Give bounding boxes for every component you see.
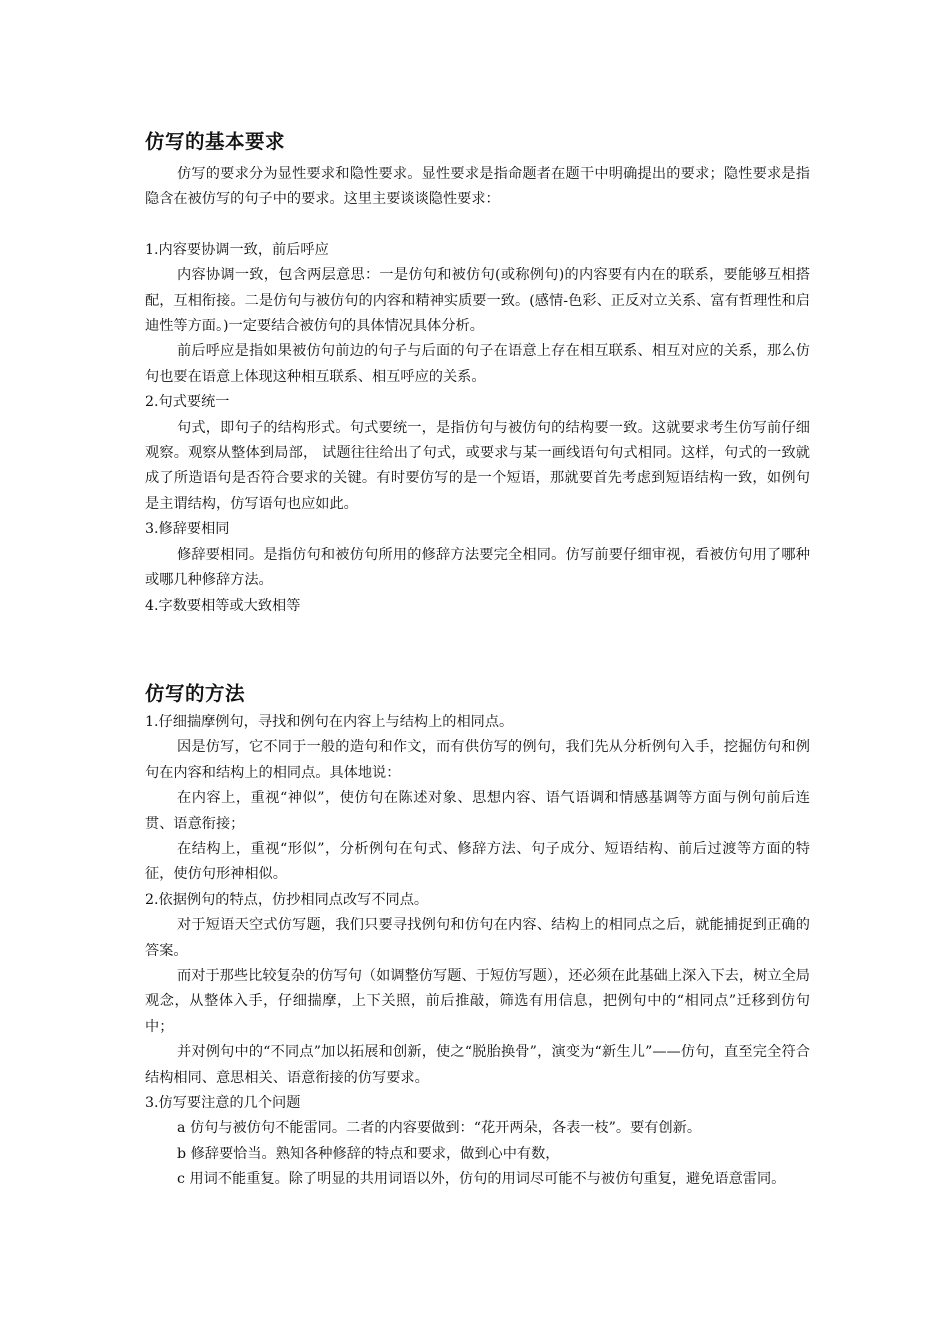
subheading: 3.仿写要注意的几个问题 xyxy=(145,1095,301,1111)
subheading: 3.修辞要相同 xyxy=(145,521,230,538)
paragraph: 因是仿写，它不同于一般的造句和作文，而有供仿写的例句，我们先从分析例句入手，挖掘仿句和例句在内容和结构上的相同点。具体地说： xyxy=(145,739,810,781)
section-title: 仿写的方法 xyxy=(145,681,246,705)
paragraph: 对于短语天空式仿写题，我们只要寻找例句和仿句在内容、结构上的相同点之后，就能捕捉到正确的答案。 xyxy=(145,917,810,959)
subheading: 1.仔细揣摩例句，寻找和例句在内容上与结构上的相同点。 xyxy=(145,713,514,730)
paragraph: 句式，即句子的结构形式。句式要统一，是指仿句与被仿句的结构要一致。这就要求考生仿写前仔细观察。观察从整体到局部， 试题往往给出了句式，或要求与某一画线语句句式相同。这样，句式的一致就成了所造语句是否符合要求的关键。有时要仿写的是一个短语，那就要首先考虑到短语结构一致，如例句是主谓结构，仿写语句也应如此。 xyxy=(145,419,810,512)
paragraph: 而对于那些比较复杂的仿写句（如调整仿写题、于短仿写题），还必须在此基础上深入下去，树立全局观念，从整体入手，仔细揣摩，上下关照，前后推敲，筛选有用信息，把例句中的“相同点”迁移到仿句中； xyxy=(145,967,810,1035)
section-methods xyxy=(145,680,810,1193)
paragraph: 在结构上，重视“形似”，分析例句在句式、修辞方法、句子成分、短语结构、前后过渡等方面的特征，使仿句形神相似。 xyxy=(145,840,810,883)
paragraph: 在内容上，重视“神似”，使仿句在陈述对象、思想内容、语气语调和情感基调等方面与例句前后连贯、语意衔接； xyxy=(145,790,810,832)
subheading: 1.内容要协调一致，前后呼应 xyxy=(145,241,329,258)
paragraph: 并对例句中的“不同点”加以拓展和创新，使之“脱胎换骨”，演变为“新生儿”——仿句，直至完全符合结构相同、意思相关、语意衔接的仿写要求。 xyxy=(145,1044,810,1086)
document-page xyxy=(145,128,810,1193)
intro-paragraph: 仿写的要求分为显性要求和隐性要求。显性要求是指命题者在题干中明确提出的要求；隐性要求是指隐含在被仿写的句子中的要求。这里主要谈谈隐性要求： xyxy=(145,166,810,208)
paragraph: 修辞要相同。是指仿句和被仿句所用的修辞方法要完全相同。仿写前要仔细审视，看被仿句用了哪种或哪几种修辞方法。 xyxy=(145,546,810,589)
section-basic-requirements xyxy=(145,128,810,619)
section-title: 仿写的基本要求 xyxy=(145,130,286,153)
subheading: 2.句式要统一 xyxy=(145,394,230,411)
paragraph: 内容协调一致，包含两层意思：一是仿句和被仿句(或称例句)的内容要有内在的联系，要能够互相搭配，互相衔接。二是仿句与被仿句的内容和精神实质要一致。(感情-色彩、正反对立关系、富有哲理性和启迪性等方面。)一定要结合被仿句的具体情况具体分析。 xyxy=(145,267,810,335)
list-item: b 修辞要恰当。熟知各种修辞的特点和要求，做到心中有数， xyxy=(177,1145,560,1162)
list-item: c 用词不能重复。除了明显的共用词语以外，仿句的用词尽可能不与被仿句重复，避免语意雷同。 xyxy=(177,1171,786,1188)
subheading: 2.依据例句的特点，仿抄相同点改写不同点。 xyxy=(145,891,429,908)
blank-line xyxy=(145,213,810,238)
list-item: a 仿句与被仿句不能雷同。二者的内容要做到：“花开两朵，各表一枝”。要有创新。 xyxy=(177,1120,702,1137)
subheading: 4.字数要相等或大致相等 xyxy=(145,597,301,614)
paragraph: 前后呼应是指如果被仿句前边的句子与后面的句子在语意上存在相互联系、相互对应的关系，那么仿句也要在语意上体现这种相互联系、相互呼应的关系。 xyxy=(145,343,810,385)
